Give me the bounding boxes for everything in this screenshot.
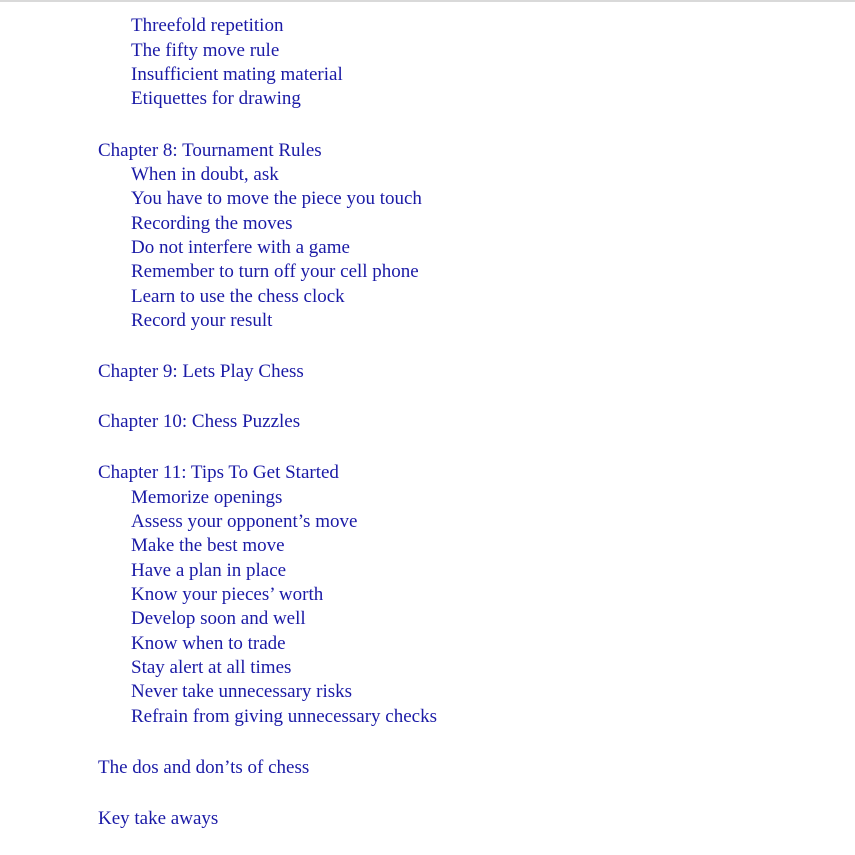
toc-link-make-best-move[interactable]: Make the best move <box>131 535 285 556</box>
toc-key-takeaways[interactable]: Key take aways <box>98 808 219 829</box>
toc-link-develop-soon[interactable]: Develop soon and well <box>131 608 306 629</box>
toc-link-stay-alert[interactable]: Stay alert at all times <box>131 657 292 678</box>
toc-link-threefold-repetition[interactable]: Threefold repetition <box>131 15 284 36</box>
toc-link-fifty-move-rule[interactable]: The fifty move rule <box>131 40 280 61</box>
toc-link-touch-move[interactable]: You have to move the piece you touch <box>131 188 422 209</box>
toc-link-record-result[interactable]: Record your result <box>131 310 273 331</box>
toc-link-memorize-openings[interactable]: Memorize openings <box>131 487 283 508</box>
toc-chapter-10[interactable]: Chapter 10: Chess Puzzles <box>98 411 301 432</box>
toc-link-insufficient-mating-material[interactable]: Insufficient mating material <box>131 64 343 85</box>
toc-link-never-take-risks[interactable]: Never take unnecessary risks <box>131 681 353 702</box>
toc-link-chess-clock[interactable]: Learn to use the chess clock <box>131 286 345 307</box>
toc-link-do-not-interfere[interactable]: Do not interfere with a game <box>131 237 350 258</box>
toc-link-etiquettes-for-drawing[interactable]: Etiquettes for drawing <box>131 88 301 109</box>
toc-chapter-11[interactable]: Chapter 11: Tips To Get Started <box>98 462 339 483</box>
toc-link-know-pieces-worth[interactable]: Know your pieces’ worth <box>131 584 324 605</box>
toc-chapter-8[interactable]: Chapter 8: Tournament Rules <box>98 140 322 161</box>
toc-link-cell-phone[interactable]: Remember to turn off your cell phone <box>131 261 419 282</box>
toc-link-know-when-to-trade[interactable]: Know when to trade <box>131 633 286 654</box>
toc-dos-and-donts[interactable]: The dos and don’ts of chess <box>98 757 310 778</box>
toc-link-have-a-plan[interactable]: Have a plan in place <box>131 560 287 581</box>
toc-chapter-9[interactable]: Chapter 9: Lets Play Chess <box>98 361 304 382</box>
toc-link-recording-moves[interactable]: Recording the moves <box>131 213 293 234</box>
toc-link-refrain-from-checks[interactable]: Refrain from giving unnecessary checks <box>131 706 438 727</box>
toc-link-when-in-doubt[interactable]: When in doubt, ask <box>131 164 279 185</box>
toc-link-assess-opponent-move[interactable]: Assess your opponent’s move <box>131 511 358 532</box>
